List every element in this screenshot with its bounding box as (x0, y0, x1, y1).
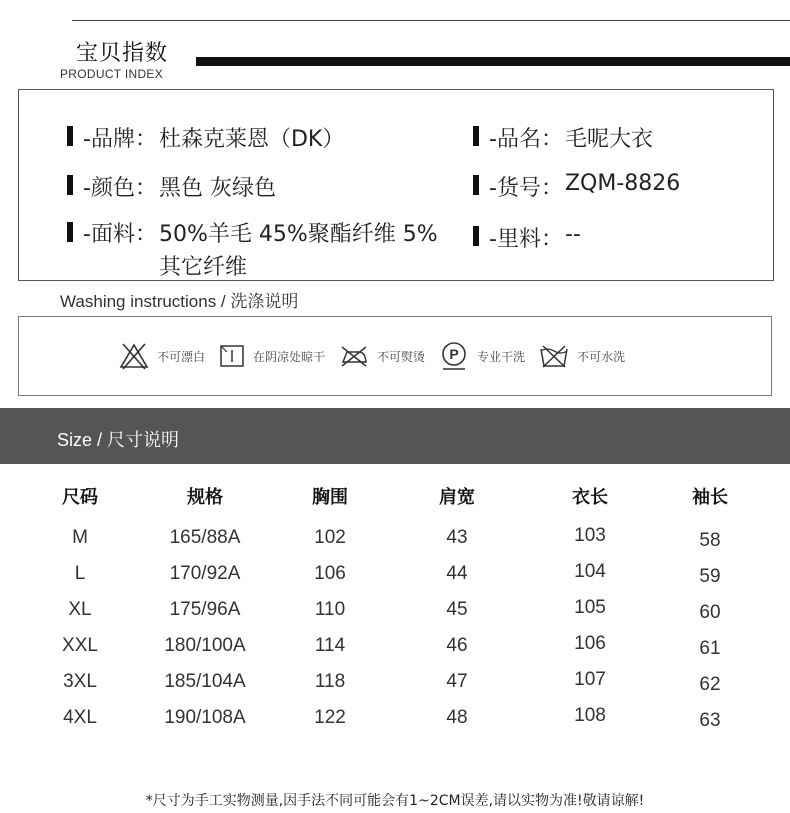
wash-label: 不可水洗 (577, 349, 626, 364)
measurement-footnote: *尺寸为手工实物测量,因手法不同可能会有1~2CM误差,请以实物为准!敬请谅解! (145, 793, 645, 809)
cell-spec: 180/100A (164, 635, 246, 656)
cell-spec: 175/96A (169, 599, 241, 620)
cell-chest: 106 (314, 563, 346, 584)
attr-key: -里料： (489, 227, 563, 252)
cell-length: 107 (574, 669, 606, 690)
attr-sku (473, 171, 680, 202)
no-bleach-icon (119, 342, 149, 370)
cell-sleeve: 59 (699, 566, 721, 587)
cell-sleeve: 58 (699, 530, 721, 551)
attr-brand (67, 122, 344, 153)
svg-text:P: P (449, 346, 459, 362)
attr-value: 50%羊毛 45%聚酯纤维 5%其它纤维 (158, 222, 438, 280)
cell-length: 105 (574, 597, 606, 618)
section-title: 宝贝指数 (76, 41, 169, 66)
cell-size: 4XL (63, 707, 97, 728)
cell-length: 104 (574, 561, 606, 582)
cell-spec: 170/92A (169, 563, 241, 584)
shade-dry-icon (219, 344, 245, 368)
attr-color (67, 171, 276, 202)
header-length: 衣长 (572, 487, 608, 508)
washing-box (18, 316, 772, 396)
wash-item-no-iron (339, 344, 425, 368)
attr-lining (473, 222, 581, 253)
cell-shoulder: 47 (446, 671, 468, 692)
attr-value: -- (564, 222, 581, 247)
cell-sleeve: 63 (699, 710, 721, 731)
washing-icons-row (119, 341, 639, 371)
attr-key: -面料： (83, 222, 157, 247)
professional-dry-clean-icon (439, 341, 469, 371)
cell-sleeve: 61 (699, 638, 721, 659)
size-banner-label: Size / 尺寸说明 (57, 430, 180, 450)
cell-length: 106 (574, 633, 606, 654)
no-wash-icon (539, 343, 569, 369)
wash-item-dry-clean (439, 341, 525, 371)
no-iron-icon (339, 344, 369, 368)
cell-length: 108 (574, 705, 606, 726)
size-banner (0, 408, 790, 464)
bullet-mark (67, 126, 73, 146)
cell-sleeve: 62 (699, 674, 721, 695)
header-size: 尺码 (62, 487, 98, 508)
cell-chest: 102 (314, 527, 346, 548)
attr-name (473, 122, 653, 153)
wash-label: 不可熨烫 (377, 349, 426, 364)
cell-chest: 118 (314, 671, 346, 692)
product-index-box (18, 89, 774, 281)
cell-size: M (72, 527, 88, 548)
bullet-mark (67, 175, 73, 195)
attr-value: 杜森克莱恩（DK） (158, 127, 345, 152)
attr-key: -品名： (489, 127, 563, 152)
washing-title: Washing instructions / 洗涤说明 (60, 292, 299, 311)
header-spec: 规格 (187, 487, 223, 508)
bullet-mark (473, 226, 479, 246)
cell-size: L (74, 563, 86, 584)
attr-value: 黑色 灰绿色 (158, 176, 276, 201)
wash-label: 在阴凉处晾干 (253, 349, 326, 364)
cell-spec: 185/104A (164, 671, 246, 692)
cell-shoulder: 43 (446, 527, 468, 548)
top-divider (72, 20, 790, 21)
header-shoulder: 肩宽 (439, 487, 475, 508)
cell-size: XXL (62, 635, 98, 656)
attr-key: -货号： (489, 176, 563, 201)
bullet-mark (67, 222, 73, 242)
cell-size: 3XL (63, 671, 97, 692)
wash-item-no-bleach (119, 342, 205, 370)
header-bar (196, 57, 790, 66)
attr-key: -颜色： (83, 176, 157, 201)
cell-spec: 190/108A (164, 707, 246, 728)
wash-label: 不可漂白 (157, 349, 206, 364)
cell-size: XL (68, 599, 92, 620)
bullet-mark (473, 126, 479, 146)
attr-value: 毛呢大衣 (564, 127, 653, 152)
header-sleeve: 袖长 (692, 487, 728, 508)
section-subtitle: PRODUCT INDEX (60, 67, 164, 81)
attr-material (67, 218, 459, 284)
cell-length: 103 (574, 525, 606, 546)
cell-chest: 114 (314, 635, 346, 656)
cell-chest: 122 (314, 707, 346, 728)
wash-label: 专业干洗 (477, 349, 526, 364)
attr-value: ZQM-8826 (564, 171, 681, 196)
wash-item-no-wash (539, 343, 625, 369)
cell-shoulder: 45 (446, 599, 468, 620)
attr-key: -品牌： (83, 127, 157, 152)
cell-chest: 110 (314, 599, 346, 620)
cell-shoulder: 48 (446, 707, 468, 728)
cell-spec: 165/88A (169, 527, 241, 548)
cell-shoulder: 44 (446, 563, 468, 584)
bullet-mark (473, 175, 479, 195)
header-chest: 胸围 (312, 487, 348, 508)
cell-sleeve: 60 (699, 602, 721, 623)
cell-shoulder: 46 (446, 635, 468, 656)
wash-item-shade-dry (219, 344, 325, 368)
